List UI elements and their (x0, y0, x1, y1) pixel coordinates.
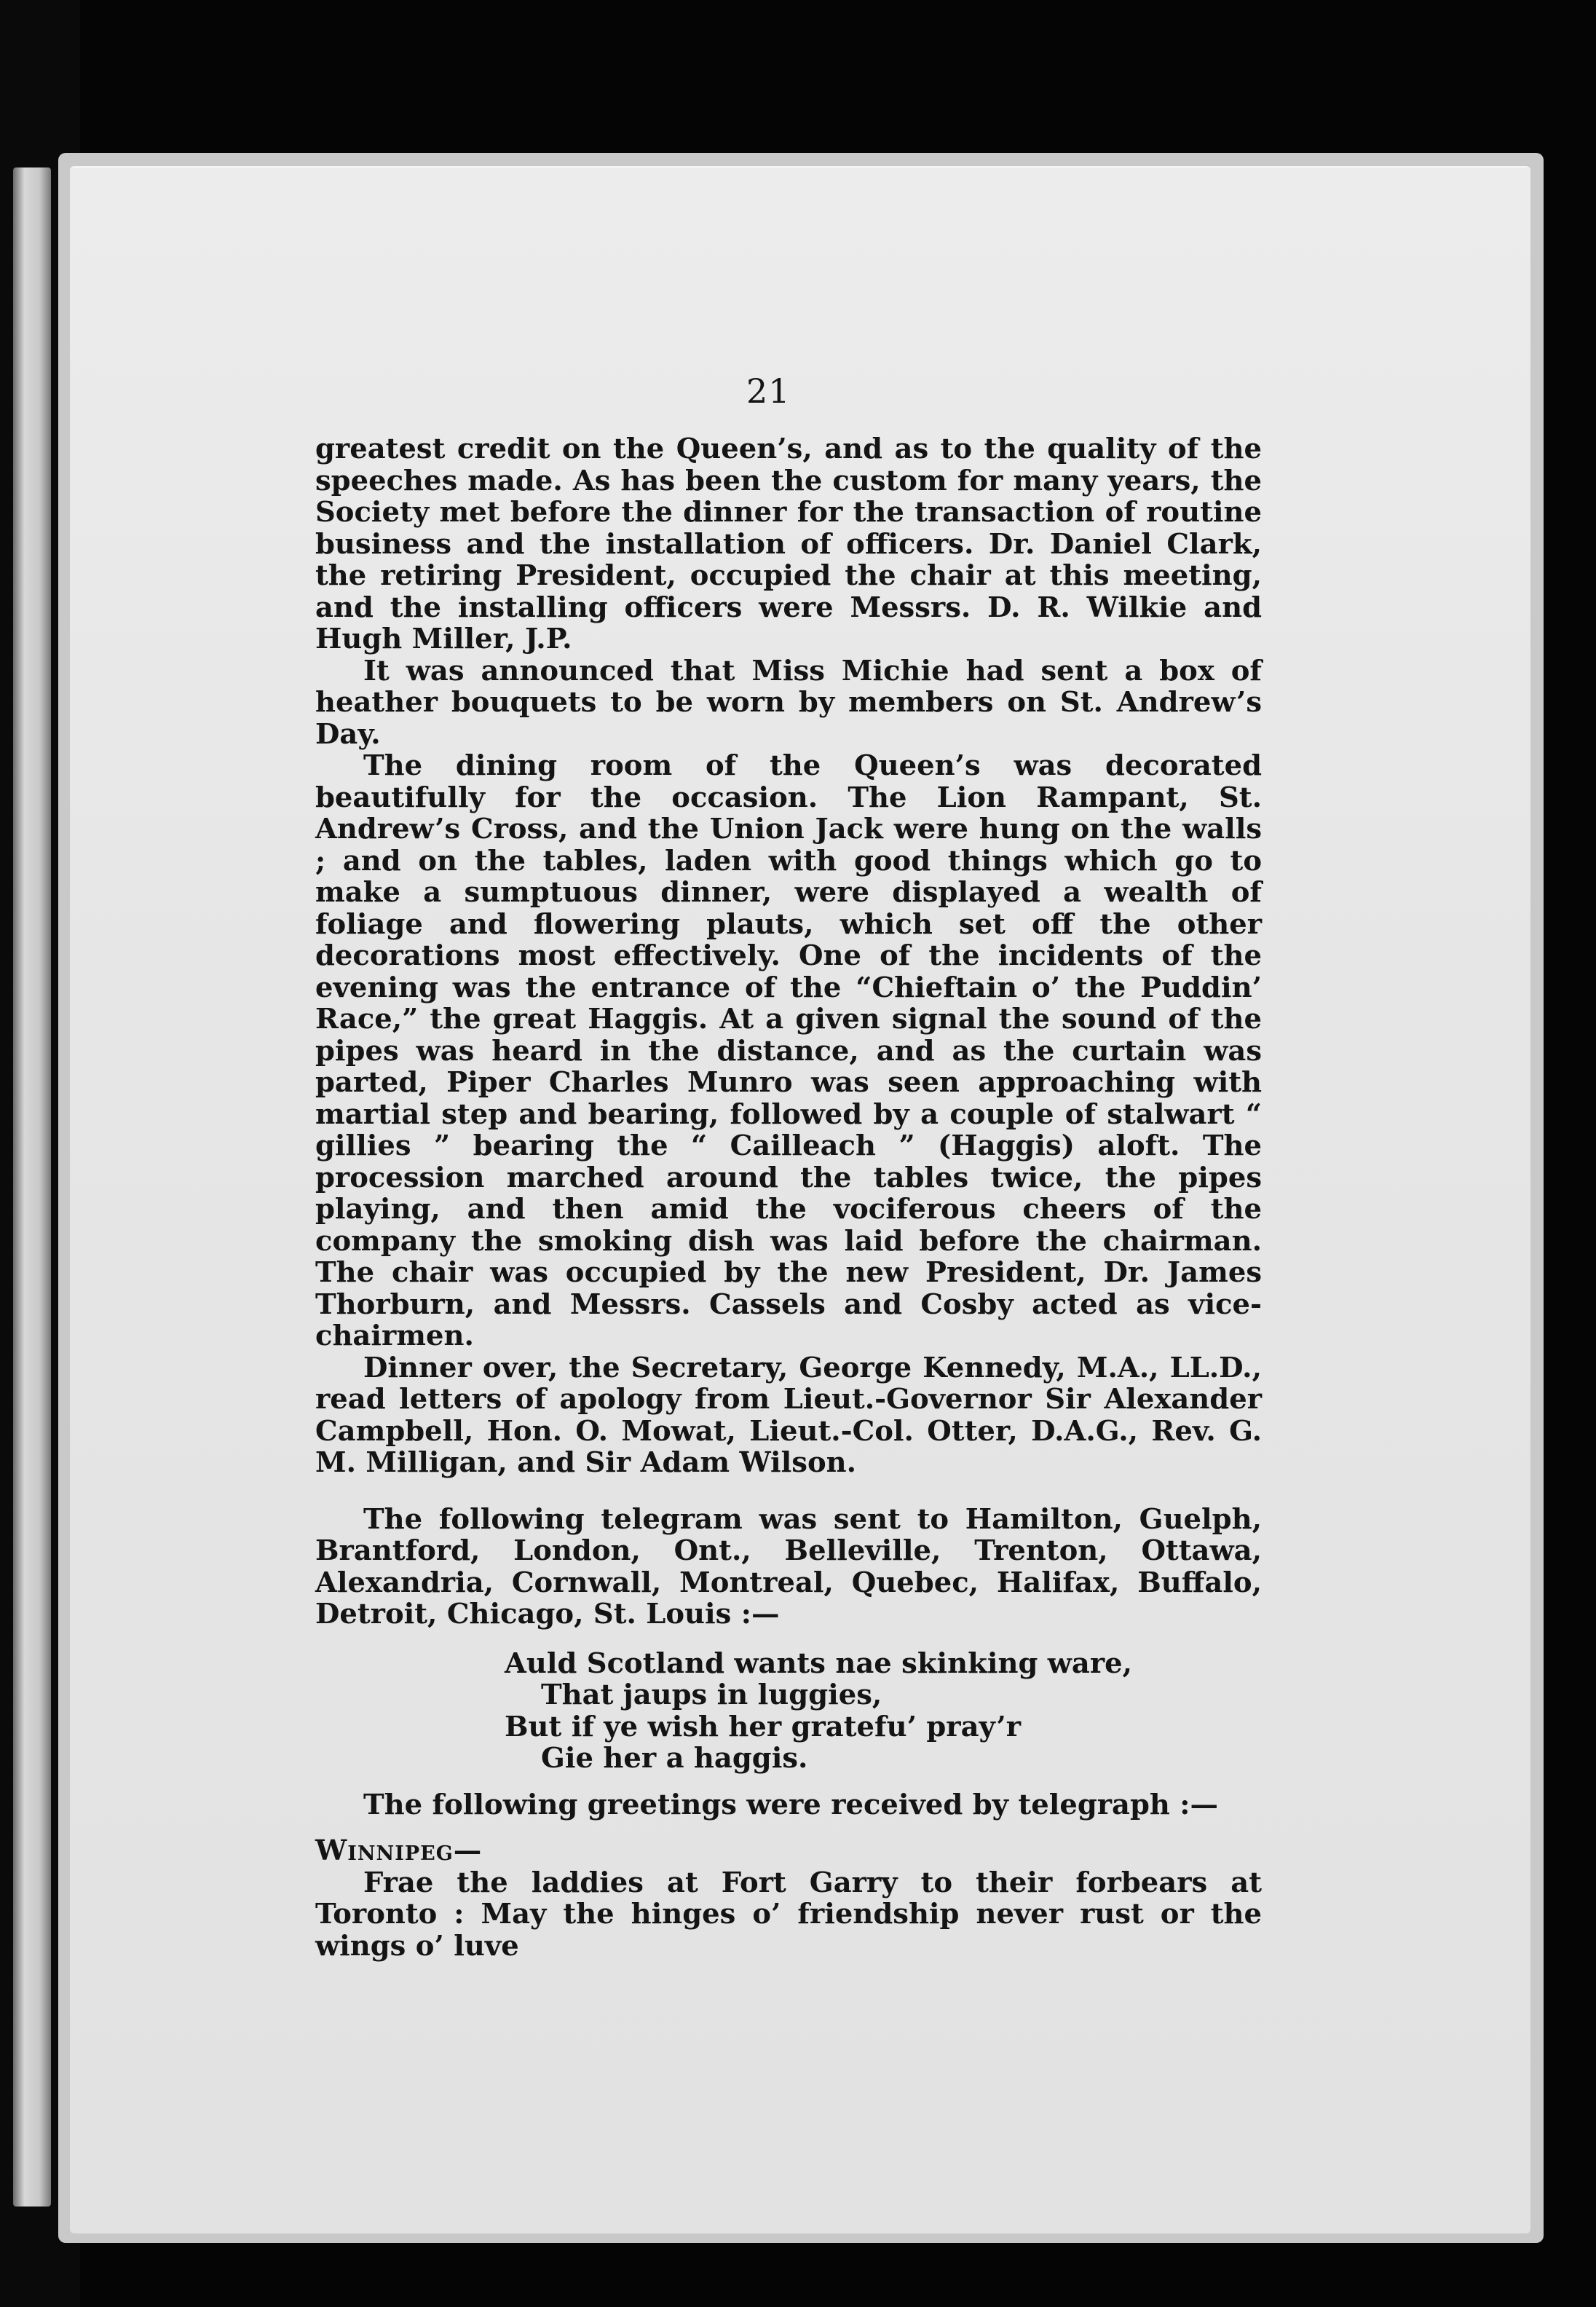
paragraph-5: The following telegram was sent to Hamilton, Guelph, Brantford, London, Ont., Belleville, Trenton, Ottawa, Alexandria, Cornwall, Montreal, Quebec, Halifax, Buffalo, Detroit, Chicago, St. Louis :— (315, 1502, 1262, 1630)
paragraph-4: Dinner over, the Secretary, George Kennedy, M.A., LL.D., read letters of apology from Lieut.-Governor Sir Alexander Campbell, Hon. O. Mowat, Lieut.-Col. Otter, D.A.G., Rev. G. M. Milligan, and Sir Adam Wilson. (315, 1351, 1262, 1479)
poem-line-4: Gie her a haggis. (541, 1742, 808, 1775)
poem-line-3: But if ye wish her gratefu’ pray’r (505, 1710, 1021, 1743)
paragraph-2: It was announced that Miss Michie had sent a box of heather bouquets to be worn by members on St. Andrew’s Day. (315, 654, 1262, 751)
poem-line-2: That jaups in luggies, (541, 1679, 882, 1711)
paragraph-3: The dining room of the Queen’s was decorated beautifully for the occasion. The Lion Rampant, St. Andrew’s Cross, and the Union Jack were hung on the walls ; and on the tables, laden with good things which go to make a sumptuous dinner, were displayed a wealth of foliage and flowering plauts, which set off the other decorations most effectively. One of the incidents of the evening was the entrance of the “Chieftain o’ the Puddin’ Race,” the great Haggis. At a given signal the sound of the pipes was heard in the distance, and as the curtain was parted, Piper Charles Munro was seen approaching with martial step and bearing, followed by a couple of stalwart “ gillies ” bearing the “ Cailleach ” (Haggis) aloft. The procession marched around the tables twice, the pipes playing, and then amid the vociferous cheers of the company the smoking dish was laid before the chairman. The chair was occupied by the new President, Dr. James Thorburn, and Messrs. Cassels and Cosby acted as vice-chairmen. (315, 749, 1262, 1352)
poem-line-1: Auld Scotland wants nae skinking ware, (505, 1647, 1133, 1680)
poem (505, 1648, 1262, 1775)
page-number: 21 (746, 371, 791, 411)
facing-page-edge (13, 167, 51, 2207)
paragraph-7: Frae the laddies at Fort Garry to their forbears at Toronto : May the hinges o’ friendship never rust or the wings o’ luve (315, 1866, 1262, 1963)
body-text (315, 433, 1262, 1962)
section-heading-winnipeg: Winnipeg— (315, 1834, 483, 1867)
paragraph-1: greatest credit on the Queen’s, and as to the quality of the speeches made. As has been the custom for many years, the Society met before the dinner for the transaction of routine business and the installation of officers. Dr. Daniel Clark, the retiring President, occupied the chair at this meeting, and the installing officers were Messrs. D. R. Wilkie and Hugh Miller, J.P. (315, 433, 1262, 655)
paragraph-6: The following greetings were received by telegraph :— (363, 1788, 1219, 1821)
